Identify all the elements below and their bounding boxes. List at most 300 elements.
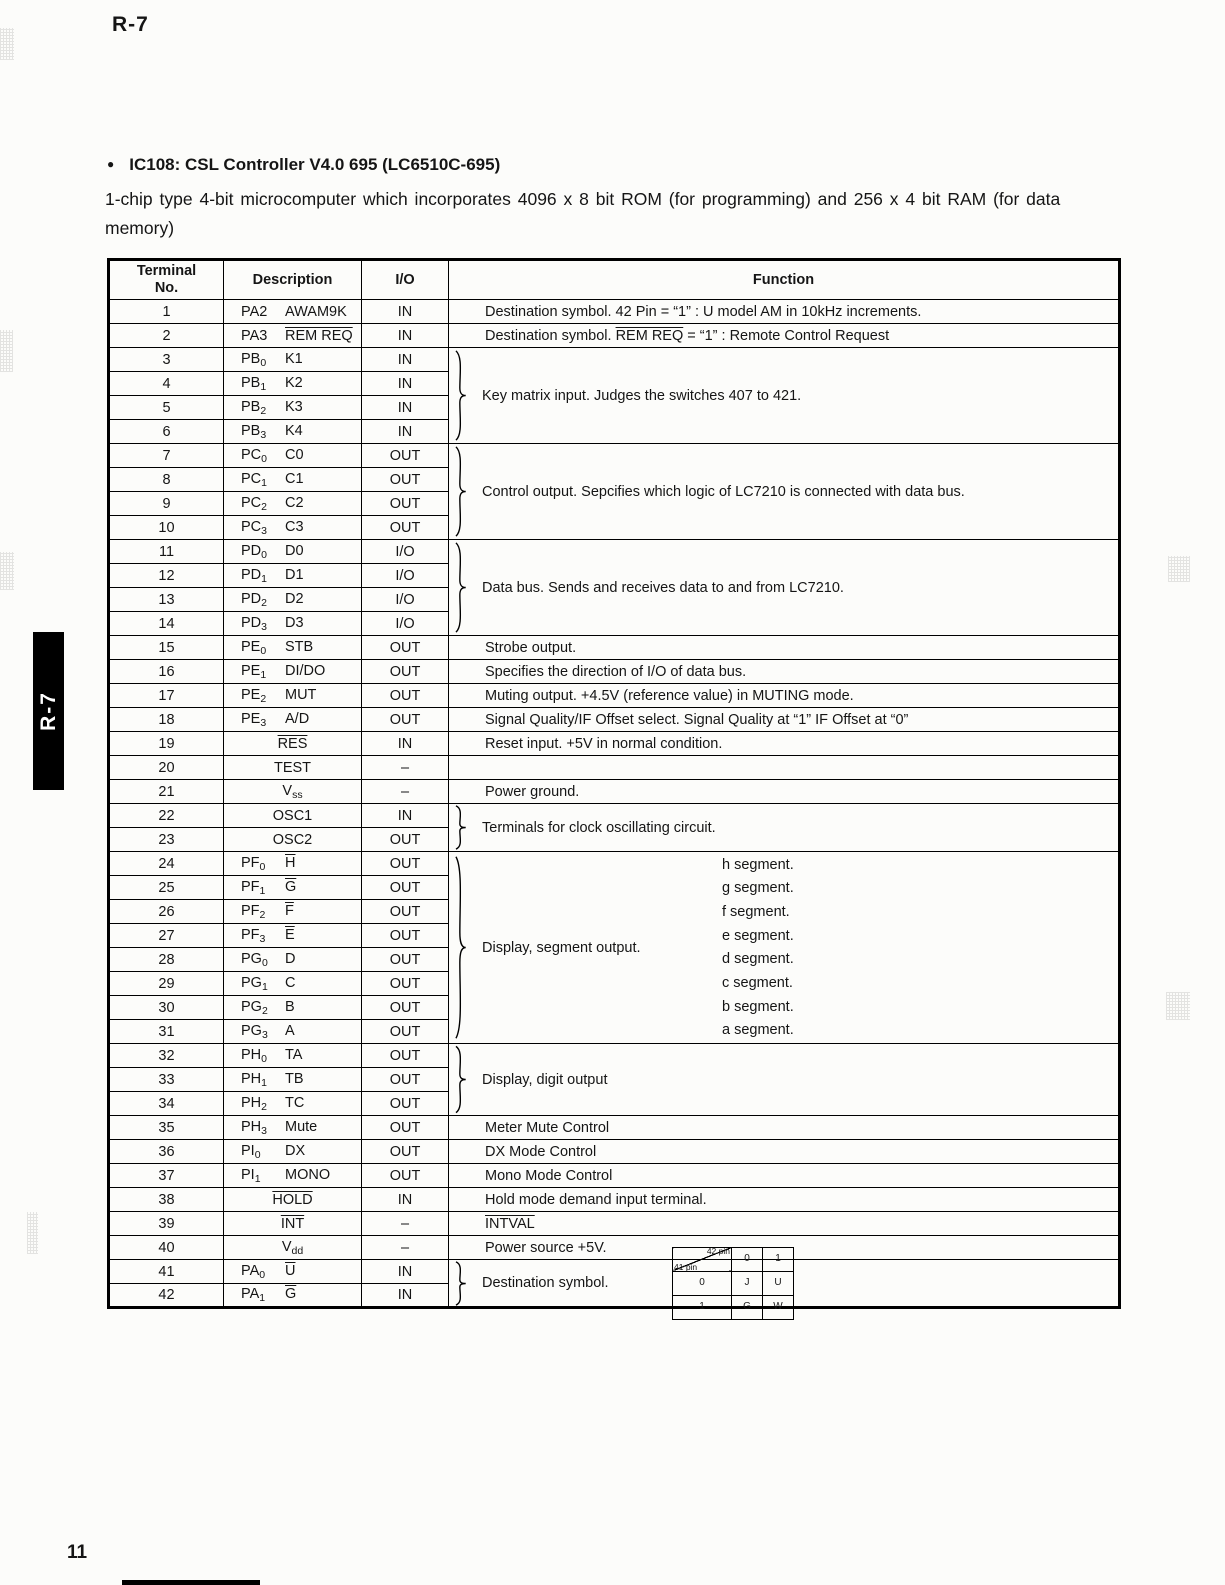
pin-table-corner-cell	[673, 1247, 732, 1271]
signal-name: A	[285, 1022, 295, 1039]
port-name: $V_{ss}$	[282, 782, 303, 801]
function-text: Reset input. +5V in normal condition.	[485, 735, 723, 752]
port-subscript: 2	[260, 692, 267, 705]
cell-terminal-no: 20	[109, 756, 224, 780]
cell-io: OUT	[362, 1044, 449, 1068]
signal-name: D	[285, 950, 296, 967]
section-heading	[107, 155, 500, 175]
cell-function	[449, 780, 1120, 804]
cell-io: OUT	[362, 1164, 449, 1188]
cell-description	[224, 636, 362, 660]
table-header	[109, 260, 1120, 300]
signal-name: TC	[285, 1094, 305, 1111]
port-name: PA2	[241, 303, 268, 320]
pin-table-col-header: 0	[732, 1247, 763, 1271]
group-brace-icon	[454, 541, 467, 634]
port-subscript: 1	[260, 668, 267, 681]
cell-description	[224, 1236, 362, 1260]
function-text-main	[482, 805, 716, 850]
port-name: $PF_0$	[241, 854, 266, 873]
table-row	[109, 1260, 1120, 1284]
function-group	[449, 853, 1118, 1042]
cell-function	[449, 732, 1120, 756]
port-name: $PH_1$	[241, 1070, 267, 1089]
cell-io: OUT	[362, 684, 449, 708]
cell-io: IN	[362, 732, 449, 756]
port-name: $PD_3$	[241, 614, 267, 633]
port-subscript: 0	[261, 548, 267, 561]
cell-terminal-no: 10	[109, 516, 224, 540]
signal-name: $\overline{G}$	[285, 1286, 297, 1302]
cell-terminal-no: 37	[109, 1164, 224, 1188]
cell-io: IN	[362, 372, 449, 396]
cell-function	[449, 1212, 1120, 1236]
port-name: $PA_1$	[241, 1286, 266, 1304]
port-subscript: 2	[260, 404, 267, 417]
cell-description	[224, 1284, 362, 1308]
port-subscript: 2	[261, 500, 267, 513]
table-body	[109, 300, 1120, 1312]
cell-io: OUT	[362, 852, 449, 876]
signal-name: $\overline{INT}$	[280, 1215, 305, 1232]
pin-table-header-row	[673, 1247, 794, 1271]
cell-terminal-no: 16	[109, 660, 224, 684]
signal-name: $\overline{RES}$	[277, 735, 308, 752]
cell-terminal-no: 29	[109, 972, 224, 996]
cell-terminal-no: 19	[109, 732, 224, 756]
bottom-bar	[122, 1580, 260, 1585]
cell-io: I/O	[362, 612, 449, 636]
cell-description	[224, 420, 362, 444]
function-group	[449, 445, 1118, 538]
signal-name: K4	[285, 422, 303, 439]
cell-terminal-no: 5	[109, 396, 224, 420]
port-name: PA3	[241, 327, 268, 344]
cell-io: OUT	[362, 444, 449, 468]
cell-function	[449, 708, 1120, 732]
function-text-main	[482, 853, 722, 1042]
cell-function	[449, 1164, 1120, 1188]
cell-io: OUT	[362, 468, 449, 492]
signal-name: $\overline{H}$	[285, 854, 296, 871]
cell-terminal-no: 12	[109, 564, 224, 588]
table-row	[109, 684, 1120, 708]
function-text-main	[482, 445, 965, 538]
table-row	[109, 1044, 1120, 1068]
signal-name: A/D	[285, 710, 310, 727]
cell-io: OUT	[362, 828, 449, 852]
cell-description	[224, 1188, 362, 1212]
cell-description	[224, 300, 362, 324]
port-subscript: 2	[261, 596, 267, 609]
cell-io: OUT	[362, 1116, 449, 1140]
cell-function	[449, 660, 1120, 684]
table-row	[109, 540, 1120, 564]
function-text: Muting output. +4.5V (reference value) in MUTING mode.	[485, 687, 854, 704]
cell-terminal-no: 42	[109, 1284, 224, 1308]
port-name: $PE_1$	[241, 662, 267, 681]
group-brace-icon	[454, 1045, 467, 1114]
side-tab-label: R-7	[36, 691, 60, 731]
signal-name: C	[285, 974, 296, 991]
cell-description	[224, 708, 362, 732]
port-name: $PC_2$	[241, 494, 267, 513]
section-title: IC108: CSL Controller V4.0 695 (LC6510C-695)	[129, 155, 501, 174]
port-name: $PC_0$	[241, 446, 267, 465]
cell-io: OUT	[362, 900, 449, 924]
signal-name: $\overline{E}$	[285, 926, 295, 943]
signal-name: D3	[285, 614, 304, 631]
cell-io: I/O	[362, 564, 449, 588]
cell-function-group	[449, 852, 1120, 1044]
table-row	[109, 708, 1120, 732]
cell-io: OUT	[362, 708, 449, 732]
cell-io: I/O	[362, 588, 449, 612]
cell-terminal-no: 21	[109, 780, 224, 804]
cell-terminal-no: 2	[109, 324, 224, 348]
port-name: $PE_2$	[241, 686, 267, 705]
cell-terminal-no: 11	[109, 540, 224, 564]
header-terminal-line1: Terminal	[136, 263, 197, 279]
port-subscript: 1	[259, 884, 266, 897]
cell-description	[224, 612, 362, 636]
function-text: Hold mode demand input terminal.	[485, 1191, 707, 1208]
function-text-main	[482, 541, 844, 634]
header-terminal-line2: No.	[154, 280, 179, 296]
function-text: Control output. Sepcifies which logic of LC7210 is connected with data bus.	[482, 483, 965, 500]
signal-name: D1	[285, 566, 304, 583]
table-row	[109, 1236, 1120, 1260]
cell-description	[224, 732, 362, 756]
cell-terminal-no: 23	[109, 828, 224, 852]
port-name: $PD_1$	[241, 566, 267, 585]
port-subscript: 1	[254, 1172, 261, 1185]
cell-io: IN	[362, 300, 449, 324]
function-group	[449, 541, 1118, 634]
cell-description	[224, 1020, 362, 1044]
cell-description	[224, 804, 362, 828]
cell-description	[224, 1044, 362, 1068]
pin-table-row	[673, 1295, 794, 1319]
table-row	[109, 660, 1120, 684]
function-text-main	[482, 349, 801, 442]
cell-function-group	[449, 1044, 1120, 1116]
port-subscript: 3	[261, 524, 267, 537]
cell-terminal-no: 28	[109, 948, 224, 972]
cell-description	[224, 540, 362, 564]
function-text: INTVAL	[485, 1215, 535, 1232]
signal-name: STB	[285, 638, 314, 655]
port-subscript: 1	[261, 980, 268, 993]
function-text: Signal Quality/IF Offset select. Signal Quality at “1” IF Offset at “0”	[485, 711, 909, 728]
cell-terminal-no: 7	[109, 444, 224, 468]
pin-table-col-header: 1	[763, 1247, 794, 1271]
table-row	[109, 444, 1120, 468]
port-subscript: 1	[259, 1292, 266, 1304]
cell-description	[224, 516, 362, 540]
cell-function-group	[449, 348, 1120, 444]
port-name: $PD_2$	[241, 590, 267, 609]
function-text-main	[482, 1261, 662, 1306]
port-name: $PD_0$	[241, 542, 267, 561]
port-subscript: 2	[261, 1004, 268, 1017]
port-name: $PF_2$	[241, 902, 266, 921]
function-text-main	[482, 1045, 607, 1114]
cell-io: –	[362, 1236, 449, 1260]
port-subscript: 0	[260, 356, 267, 369]
cell-terminal-no: 26	[109, 900, 224, 924]
cell-terminal-no: 38	[109, 1188, 224, 1212]
scan-artifact	[1166, 992, 1190, 1020]
port-subscript: 0	[259, 860, 266, 873]
function-text: Power ground.	[485, 783, 580, 800]
table-row	[109, 1116, 1120, 1140]
port-subscript: 0	[254, 1148, 261, 1161]
signal-name: OSC2	[272, 831, 313, 848]
port-subscript: 1	[261, 572, 267, 585]
cell-io: –	[362, 1212, 449, 1236]
segment-label: c segment.	[722, 974, 793, 991]
signal-name: Mute	[285, 1118, 318, 1135]
cell-terminal-no: 14	[109, 612, 224, 636]
port-subscript: 0	[261, 956, 268, 969]
cell-io: OUT	[362, 1140, 449, 1164]
cell-function	[449, 684, 1120, 708]
cell-io: IN	[362, 1260, 449, 1284]
port-subscript: 3	[259, 932, 266, 945]
port-subscript: 2	[261, 1100, 267, 1113]
cell-description	[224, 564, 362, 588]
segment-label: a segment.	[722, 1022, 794, 1039]
cell-terminal-no: 22	[109, 804, 224, 828]
function-text: Specifies the direction of I/O of data bus.	[485, 663, 747, 680]
scan-artifact	[0, 330, 13, 372]
cell-terminal-no: 33	[109, 1068, 224, 1092]
signal-name: C0	[285, 446, 304, 463]
port-subscript: 0	[261, 1052, 267, 1065]
table-row	[109, 324, 1120, 348]
segment-label: d segment.	[722, 951, 794, 968]
function-text: Strobe output.	[485, 639, 577, 656]
port-subscript: 3	[260, 428, 267, 441]
table-row	[109, 756, 1120, 780]
signal-name: OSC1	[272, 807, 313, 824]
port-name: $PH_3$	[241, 1118, 267, 1137]
port-name: $PE_3$	[241, 710, 267, 729]
cell-io: IN	[362, 396, 449, 420]
signal-name: $\overline{F}$	[285, 902, 294, 919]
function-text: Meter Mute Control	[485, 1119, 610, 1136]
cell-description	[224, 1260, 362, 1284]
cell-io: –	[362, 780, 449, 804]
cell-terminal-no: 15	[109, 636, 224, 660]
cell-function	[449, 756, 1120, 780]
cell-description	[224, 1068, 362, 1092]
cell-terminal-no: 35	[109, 1116, 224, 1140]
header-io: I/O	[362, 260, 449, 300]
function-text: Data bus. Sends and receives data to and from LC7210.	[482, 579, 844, 596]
cell-description	[224, 660, 362, 684]
port-name: $PC_3$	[241, 518, 267, 537]
pin-table-value: W	[763, 1295, 794, 1319]
function-text: Power source +5V.	[485, 1239, 607, 1256]
port-name: $PE_0$	[241, 638, 267, 657]
cell-io: IN	[362, 324, 449, 348]
pin-table-row	[673, 1271, 794, 1295]
cell-terminal-no: 34	[109, 1092, 224, 1116]
table-row	[109, 1164, 1120, 1188]
port-name: $PH_0$	[241, 1046, 267, 1065]
segment-labels	[722, 853, 1118, 1042]
cell-io: OUT	[362, 876, 449, 900]
cell-terminal-no: 30	[109, 996, 224, 1020]
cell-terminal-no: 18	[109, 708, 224, 732]
cell-io: OUT	[362, 492, 449, 516]
function-text: Destination symbol.	[485, 327, 616, 344]
port-name: $PB_3$	[241, 422, 267, 441]
port-name: $PF_1$	[241, 878, 266, 897]
port-subscript: 2	[259, 908, 266, 921]
cell-description	[224, 468, 362, 492]
cell-description	[224, 1164, 362, 1188]
port-subscript: 3	[261, 1028, 268, 1041]
cell-description	[224, 756, 362, 780]
cell-io: OUT	[362, 660, 449, 684]
signal-name: B	[285, 998, 295, 1015]
cell-description	[224, 588, 362, 612]
cell-function	[449, 636, 1120, 660]
cell-io: IN	[362, 348, 449, 372]
cell-function-group	[449, 444, 1120, 540]
function-group	[449, 1045, 1118, 1114]
cell-function	[449, 1116, 1120, 1140]
scan-artifact	[1168, 556, 1190, 582]
table-row	[109, 780, 1120, 804]
signal-name: TB	[285, 1070, 304, 1087]
intro-paragraph: 1-chip type 4-bit microcomputer which incorporates 4096 x 8 bit ROM (for programming) and 256 x 4 bit RAM (for data memory)	[105, 189, 1061, 238]
port-subscript: 1	[261, 476, 267, 489]
table-row	[109, 852, 1120, 876]
cell-terminal-no: 24	[109, 852, 224, 876]
pin-table-row-header: 0	[673, 1271, 732, 1295]
cell-terminal-no: 3	[109, 348, 224, 372]
table-row	[109, 1140, 1120, 1164]
page-corner-label: R-7	[112, 13, 149, 36]
cell-description	[224, 492, 362, 516]
cell-description	[224, 852, 362, 876]
segment-label: b segment.	[722, 998, 794, 1015]
cell-description	[224, 1092, 362, 1116]
cell-terminal-no: 6	[109, 420, 224, 444]
cell-terminal-no: 40	[109, 1236, 224, 1260]
function-text: Mono Mode Control	[485, 1167, 613, 1184]
signal-name: D0	[285, 542, 304, 559]
header-description: Description	[224, 260, 362, 300]
signal-name: K1	[285, 350, 303, 367]
pin-code-table	[672, 1247, 794, 1320]
segment-label: f segment.	[722, 904, 790, 921]
cell-terminal-no: 13	[109, 588, 224, 612]
port-name: $PF_3$	[241, 926, 266, 945]
cell-description	[224, 324, 362, 348]
segment-label: e segment.	[722, 927, 794, 944]
port-name: $PA_0$	[241, 1262, 266, 1281]
cell-description	[224, 972, 362, 996]
port-name: $PI_0$	[241, 1142, 261, 1161]
cell-io: OUT	[362, 948, 449, 972]
cell-description	[224, 924, 362, 948]
cell-io: IN	[362, 1188, 449, 1212]
port-name: $PB_0$	[241, 350, 267, 369]
signal-name: MONO	[285, 1166, 331, 1183]
signal-name: $\overline{G}$	[285, 878, 297, 895]
cell-terminal-no: 4	[109, 372, 224, 396]
cell-terminal-no: 17	[109, 684, 224, 708]
scan-artifact	[27, 1212, 38, 1254]
bullet-icon: ●	[107, 157, 115, 171]
signal-name: DI/DO	[285, 662, 326, 679]
pin-table-row-header: 1	[673, 1295, 732, 1319]
signal-name: HOLD	[272, 1191, 313, 1208]
port-subscript: dd	[291, 1244, 304, 1257]
cell-function-group	[449, 540, 1120, 636]
cell-description	[224, 948, 362, 972]
side-tab	[33, 632, 64, 790]
cell-terminal-no: 31	[109, 1020, 224, 1044]
port-subscript: 0	[259, 1268, 266, 1281]
cell-description	[224, 780, 362, 804]
signal-name: AWAM9K	[285, 303, 347, 320]
table-row	[109, 1212, 1120, 1236]
function-text: Terminals for clock oscillating circuit.	[482, 819, 716, 836]
signal-name: REM REQ	[285, 327, 353, 344]
cell-description	[224, 876, 362, 900]
group-brace-icon	[454, 1261, 467, 1306]
scan-artifact	[0, 28, 14, 60]
table-row	[109, 732, 1120, 756]
cell-description	[224, 684, 362, 708]
group-brace-icon	[454, 445, 467, 538]
cell-terminal-no: 27	[109, 924, 224, 948]
table-row	[109, 636, 1120, 660]
port-name: $V_{dd}$	[281, 1238, 304, 1257]
cell-io: OUT	[362, 1092, 449, 1116]
cell-description	[224, 1116, 362, 1140]
group-brace-icon	[454, 853, 467, 1042]
port-name: $PB_1$	[241, 374, 267, 393]
signal-name: C3	[285, 518, 304, 535]
cell-io: IN	[362, 1284, 449, 1308]
cell-io: OUT	[362, 1020, 449, 1044]
function-text: DX Mode Control	[485, 1143, 597, 1160]
function-text: Display, segment output.	[482, 939, 641, 956]
signal-name: MUT	[285, 686, 317, 703]
signal-name: TA	[285, 1046, 303, 1063]
cell-terminal-no: 8	[109, 468, 224, 492]
segment-label: h segment.	[722, 856, 794, 873]
table-row	[109, 348, 1120, 372]
header-terminal-no	[109, 260, 224, 300]
cell-io: –	[362, 756, 449, 780]
table-row	[109, 804, 1120, 828]
cell-function	[449, 300, 1120, 324]
cell-description	[224, 348, 362, 372]
signal-name: K3	[285, 398, 303, 415]
cell-terminal-no: 9	[109, 492, 224, 516]
signal-name: K2	[285, 374, 303, 391]
function-text: Key matrix input. Judges the switches 407 to 421.	[482, 387, 802, 404]
cell-function-group	[449, 804, 1120, 852]
